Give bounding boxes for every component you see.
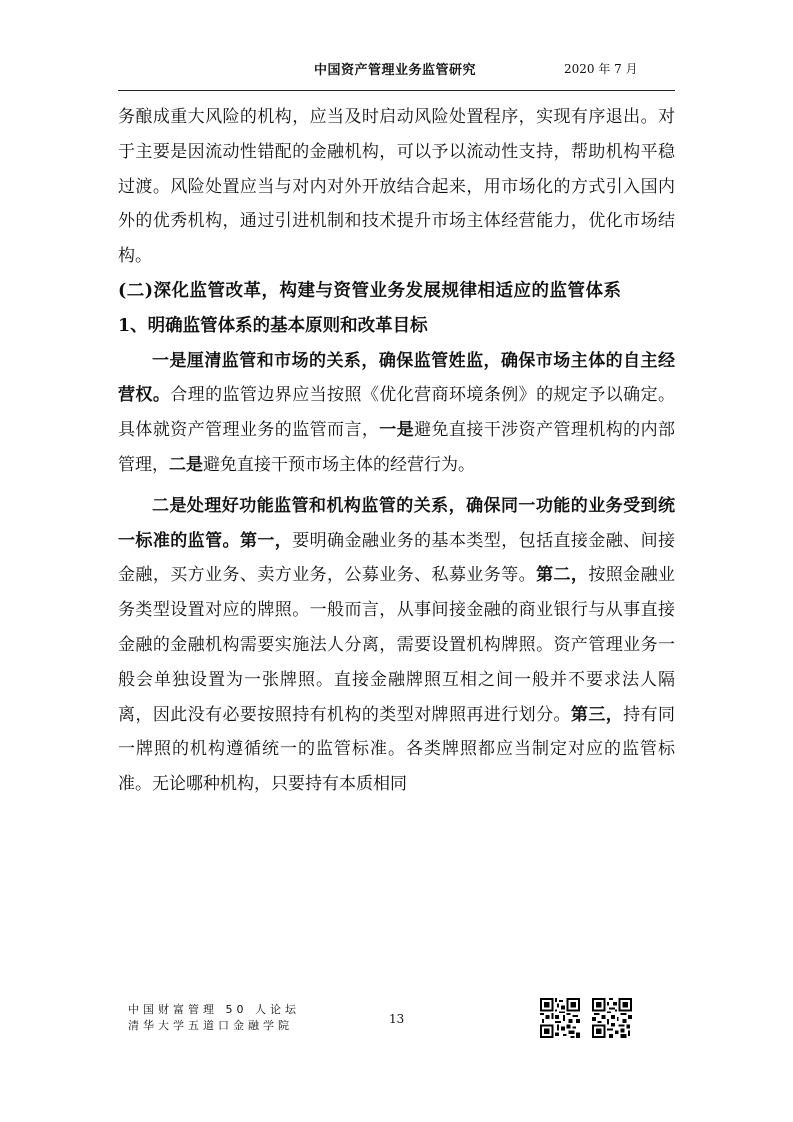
footer-org-line-2: 清华大学五道口金融学院	[128, 1019, 293, 1032]
paragraph-3-lead: 二是处理好功能监管和机构监管的关系，确保同一功能的业务受到统一标准的监管。	[118, 495, 675, 551]
header-date: 2020 年 7 月	[564, 62, 638, 76]
footer-org-line-1: 中国财富管理 50 人论坛	[128, 1003, 300, 1016]
header-title: 中国资产管理业务监管研究	[314, 63, 477, 78]
paragraph-2-bold-2: 二是	[169, 454, 203, 475]
paragraph-2-lead: 一是厘清监管和市场的关系，确保监管姓监，确保市场主体的自主经营权。	[118, 350, 675, 406]
section-heading: (二)深化监管改革，构建与资管业务发展规律相适应的监管体系	[118, 280, 622, 301]
page-number: 13	[389, 1012, 405, 1026]
paragraph-3-text-3: 持有同一牌照的机构遵循统一的监管标准。各类牌照都应当制定对应的监管标准。无论哪种机构，只要持有本质相同	[118, 704, 676, 795]
paragraph-3-text-1: 要明确金融业务的基本类型，包括直接金融、间接金融，买方业务、卖方业务，公募业务、私募业务等。	[118, 530, 676, 586]
paragraph-2-text-2: 避免直接干涉资产管理机构的内部管理，	[118, 420, 676, 475]
qr-code-right-icon	[592, 998, 632, 1038]
paragraph-2-bold-1: 一是	[379, 420, 415, 441]
paragraph-1: 务酿成重大风险的机构，应当及时启动风险处置程序，实现有序退出。对于主要是因流动性错配的金融机构，可以予以流动性支持，帮助机构平稳过渡。风险处置应当与对内对外开放结合起来，用市场化的方式引入国内外的优秀机构，通过引进机制和技术提升市场主体经营能力，优化市场结构。	[118, 107, 675, 267]
paragraph-3	[118, 489, 675, 802]
paragraph-2-text-3: 避免直接干预市场主体的经营行为。	[203, 454, 475, 475]
paragraph-2-text-1: 合理的监管边界应当按照《优化营商环境条例》的规定予以确定。具体就资产管理业务的监管而言，	[118, 385, 676, 441]
footer-organization	[128, 1002, 300, 1034]
paragraph-3-bold-2: 第二，	[536, 565, 589, 586]
paragraph-3-bold-1: 第一，	[239, 530, 293, 551]
paragraph-2	[118, 344, 675, 483]
paragraph-3-bold-3: 第三，	[570, 704, 624, 725]
qr-code-left-icon	[540, 998, 580, 1038]
sub-heading: 1、明确监管体系的基本原则和改革目标	[118, 315, 428, 336]
paragraph-3-text-2: 按照金融业务类型设置对应的牌照。一般而言，从事间接金融的商业银行与从事直接金融的金融机构需要实施法人分离，需要设置机构牌照。资产管理业务一般会单独设置为一张牌照。直接金融牌照互相之间一般并不要求法人隔离，因此没有必要按照持有机构的类型对牌照再进行划分。	[118, 565, 676, 725]
document-body	[118, 100, 675, 802]
page-header	[118, 50, 675, 91]
